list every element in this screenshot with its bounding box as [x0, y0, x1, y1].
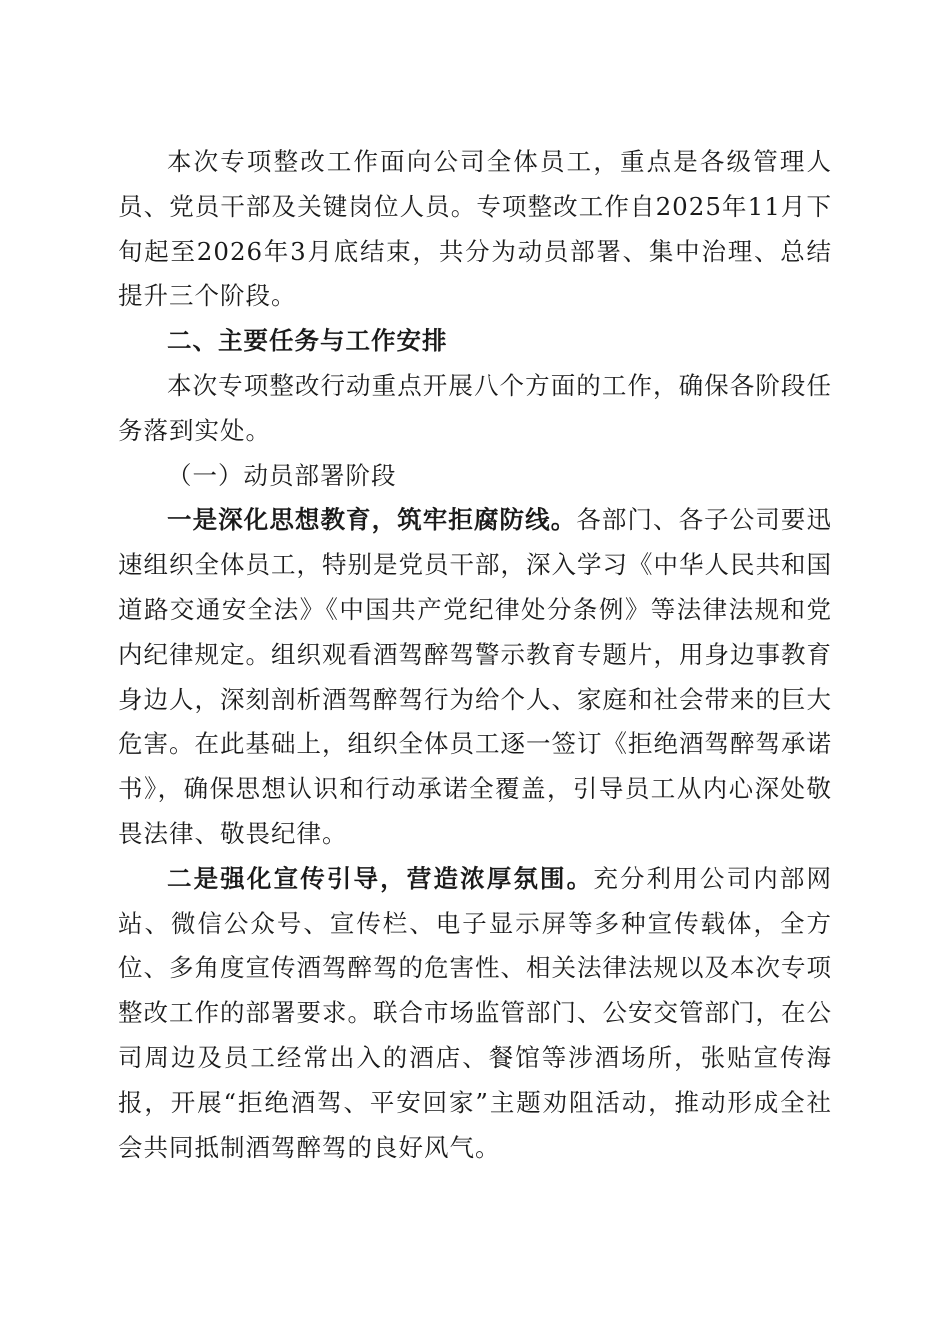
item-one-lead: 一是深化思想教育，筑牢拒腐防线。 — [167, 505, 577, 535]
section-two-heading: 二、主要任务与工作安排 — [167, 326, 448, 356]
item-one-body: 各部门、各子公司要迅速组织全体员工，特别是党员干部，深入学习《中华人民共和国道路交通安全法》《中国共产党纪律处分条例》等法律法规和党内纪律规定。组织观看酒驾醉驾警示教育专题片，用身边事教育身边人，深刻剖析酒驾醉驾行为给个人、家庭和社会带来的巨大危害。在此基础上，组织全体员工逐一签订《拒绝酒驾醉驾承诺书》，确保思想认识和行动承诺全覆盖，引导员工从内心深处敬畏法律、敬畏纪律。 — [118, 505, 833, 848]
item-two-paragraph — [118, 857, 832, 1171]
item-two-body: 充分利用公司内部网站、微信公众号、宣传栏、电子显示屏等多种宣传载体，全方位、多角度宣传酒驾醉驾的危害性、相关法律法规以及本次专项整改工作的部署要求。联合市场监管部门、公安交管部门，在公司周边及员工经常出入的酒店、餐馆等涉酒场所，张贴宣传海报，开展“拒绝酒驾、平安回家”主题劝阻活动，推动形成全社会共同抵制酒驾醉驾的良好风气。 — [118, 863, 833, 1162]
document-page — [118, 140, 832, 1170]
item-two-lead: 二是强化宣传引导，营造浓厚氛围。 — [167, 863, 594, 893]
section-two-intro: 本次专项整改行动重点开展八个方面的工作，确保各阶段任务落到实处。 — [118, 370, 832, 445]
subsection-one-heading: （一）动员部署阶段 — [167, 460, 397, 490]
item-one-paragraph — [118, 498, 832, 856]
intro-paragraph: 本次专项整改工作面向公司全体员工，重点是各级管理人员、党员干部及关键岗位人员。专项整改工作自2025年11月下旬起至2026年3月底结束，共分为动员部署、集中治理、总结提升三个阶段。 — [118, 147, 832, 311]
